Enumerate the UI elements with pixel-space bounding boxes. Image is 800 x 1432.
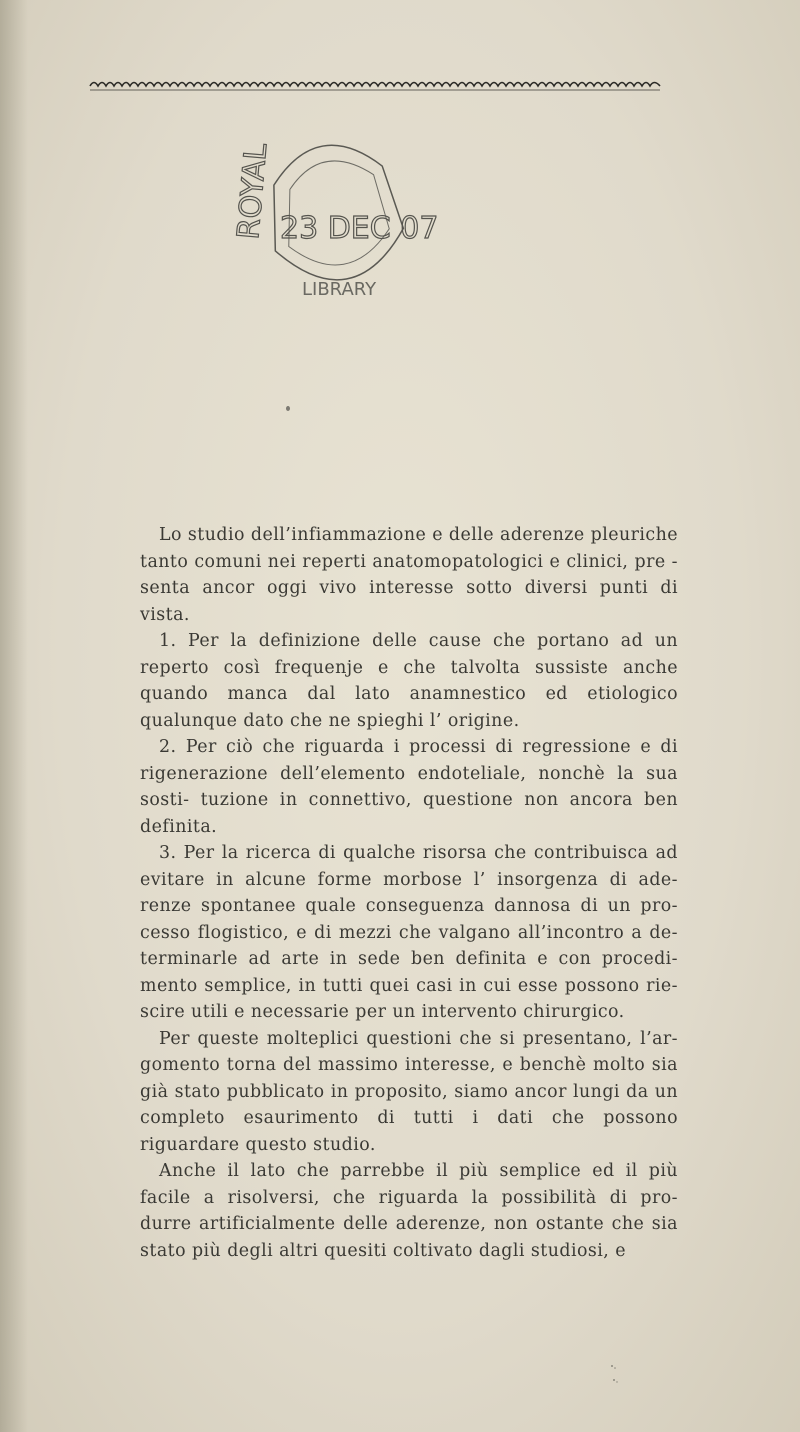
paragraph-intro: Lo studio dell’infiammazione e delle aderenze pleuriche tanto comuni nei reperti anatomopatologici e clinici, pre - senta ancor oggi vivo interesse sotto diversi punti di vista. <box>140 525 678 625</box>
ink-speck <box>286 406 290 411</box>
decorative-top-border <box>90 76 660 92</box>
page-edge-shadow <box>0 0 28 1432</box>
paragraph-continuation: Anche il lato che parrebbe il più semplice ed il più facile a risolversi, che riguarda la possibilità di pro- durre artificialmente delle aderenze, non ostante che sia stato più degli altri quesiti coltivato dagli studiosi, e <box>140 1161 678 1261</box>
stamp-text-bottom: LIBRARY <box>302 279 377 300</box>
stamp-text-top: ROYAL <box>231 141 275 241</box>
paragraph-point-3: 3. Per la ricerca di qualche risorsa che contribuisca ad evitare in alcune forme morbose l’ insorgenza di ade- renze spontanee quale conseguenza dannosa di un pro- cesso flogistico, e di mezzi che valgano all’incontro a de- terminarle ad arte in sede ben definita e con procedi- mento semplice, in tutti quei casi in cui esse possono rie- scire utili e necessarie per un intervento chirurgico. <box>140 843 678 1022</box>
stamp-text-date: 23 DEC 07 <box>280 211 439 246</box>
library-stamp <box>231 120 439 310</box>
paragraph-argument: Per queste molteplici questioni che si presentano, l’ar- gomento torna del massimo interesse, e benchè molto sia già stato pubblicato in proposito, siamo ancor lungi da un completo esaurimento di tutti i dati che possono riguardare questo studio. <box>140 1028 678 1155</box>
paragraph-point-1: 1. Per la definizione delle cause che portano ad un reperto così frequenje e che talvolta sussiste anche quando manca dal lato anamnestico ed etiologico qualunque dato che ne spieghi l’ origine. <box>140 631 678 731</box>
paragraph-point-2: 2. Per ciò che riguarda i processi di regressione e di rigenerazione dell’elemento endoteliale, nonchè la sua sosti- tuzione in connettivo, questione non ancora ben definita. <box>140 737 678 837</box>
body-text <box>140 522 678 1264</box>
paper-specks <box>600 1360 630 1390</box>
specks-icon <box>600 1360 630 1390</box>
